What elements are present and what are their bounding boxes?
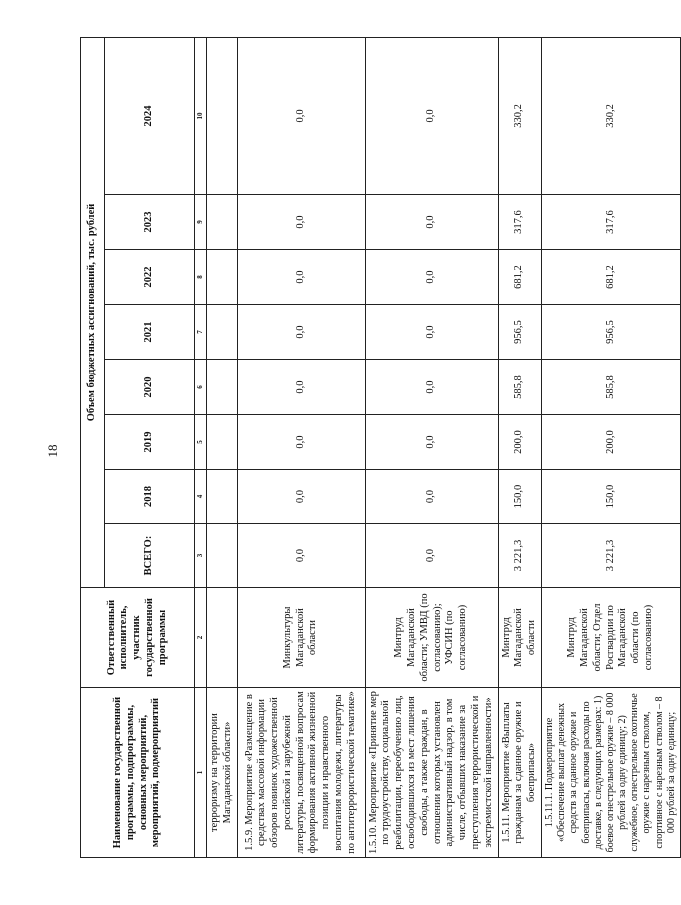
row-value: 0,0	[237, 37, 365, 194]
row-value	[207, 37, 238, 194]
row-total: 3 221,3	[498, 524, 541, 588]
row-value: 0,0	[365, 305, 498, 360]
row-value: 0,0	[237, 195, 365, 250]
row-total	[207, 524, 238, 588]
column-number: 5	[195, 415, 207, 470]
header-executor: Ответственный исполнитель, участник государственной программы	[81, 588, 195, 688]
row-value: 330,2	[498, 37, 541, 194]
table-row	[498, 37, 541, 857]
row-name: 1.5.11. Мероприятие «Выплаты гражданам за сданное оружие и боеприпасы»	[498, 688, 541, 858]
row-value: 0,0	[365, 470, 498, 524]
row-name: 1.5.10. Мероприятие «Принятие мер по трудоустройству, социальной реабилитации, переобучению лиц, освободившихся из мест лишения свободы, а также граждан, в отношении которых установлен административный надзор, в том числе, отбывших наказание за преступления террористической и экстремистской направленности»	[365, 688, 498, 858]
row-executor: Минтруд Магаданской области; УМВД (по согласованию); УФСИН (по согласованию)	[365, 588, 498, 688]
row-total: 3 221,3	[541, 524, 680, 588]
header-year: 2022	[105, 250, 195, 305]
header-year: 2019	[105, 415, 195, 470]
header-year: 2023	[105, 195, 195, 250]
row-total: 0,0	[237, 524, 365, 588]
header-year: 2018	[105, 470, 195, 524]
column-number: 7	[195, 305, 207, 360]
row-value	[207, 250, 238, 305]
row-value	[207, 470, 238, 524]
row-executor: Минтруд Магаданской области; Отдел Росгвардии по Магаданской области (по согласованию)	[541, 588, 680, 688]
column-number: 6	[195, 360, 207, 415]
row-value	[207, 305, 238, 360]
row-name: 1.5.11.1. Подмероприятие «Обеспечение выплат денежных средств за сданное оружие и боеприпасы, включая расходы по доставке, в следующих размерах: 1) боевое огнестрельное оружие – 8 000 рублей за одну единицу; 2) служебное, огнестрельное охотничье оружие с нарезным стволом, спортивное с нарезным стволом – 8 000 рублей за одну единицу;	[541, 688, 680, 858]
row-value: 200,0	[541, 415, 680, 470]
header-year: 2024	[105, 37, 195, 194]
row-executor: Минтруд Магаданской области	[498, 588, 541, 688]
table-row	[365, 37, 498, 857]
table-row	[237, 37, 365, 857]
row-value: 585,8	[498, 360, 541, 415]
header-budget-group: Объем бюджетных ассигнований, тыс. рублей	[81, 37, 105, 587]
row-name: 1.5.9. Мероприятие «Размещение в средствах массовой информации обзоров новинок художественной российской и зарубежной литературы, посвященной вопросам формирования активной жизненной позиции и нравственного воспитания молодежи, литературы по антитеррористической тематике»	[237, 688, 365, 858]
table-row	[541, 37, 680, 857]
row-value: 956,5	[541, 305, 680, 360]
row-value: 585,8	[541, 360, 680, 415]
row-value	[207, 415, 238, 470]
row-value: 681,2	[541, 250, 680, 305]
header-name: Наименование государственной программы, подпрограммы, основных мероприятий, мероприятий, подмероприятий	[81, 688, 195, 858]
row-value: 0,0	[365, 195, 498, 250]
row-value: 150,0	[498, 470, 541, 524]
column-number: 8	[195, 250, 207, 305]
row-value	[207, 360, 238, 415]
row-value: 956,5	[498, 305, 541, 360]
table-row	[207, 37, 238, 857]
budget-table	[80, 37, 681, 858]
row-value: 681,2	[498, 250, 541, 305]
column-number: 2	[195, 588, 207, 688]
header-year: 2021	[105, 305, 195, 360]
row-executor: Минкультуры Магаданской области	[237, 588, 365, 688]
row-value: 0,0	[237, 250, 365, 305]
row-value	[207, 195, 238, 250]
column-number: 1	[195, 688, 207, 858]
column-number: 9	[195, 195, 207, 250]
row-value: 0,0	[237, 305, 365, 360]
page-number: 18	[45, 444, 60, 458]
row-value: 0,0	[365, 250, 498, 305]
row-value: 0,0	[237, 360, 365, 415]
row-executor	[207, 588, 238, 688]
header-year: 2020	[105, 360, 195, 415]
row-value: 200,0	[498, 415, 541, 470]
row-name: терроризму на территории Магаданской области»	[207, 688, 238, 858]
rotated-table-container	[80, 38, 677, 858]
row-value: 0,0	[237, 470, 365, 524]
header-total: ВСЕГО:	[105, 524, 195, 588]
row-value: 150,0	[541, 470, 680, 524]
row-value: 317,6	[498, 195, 541, 250]
row-value: 317,6	[541, 195, 680, 250]
column-number: 3	[195, 524, 207, 588]
row-value: 0,0	[237, 415, 365, 470]
column-number: 10	[195, 37, 207, 194]
row-value: 330,2	[541, 37, 680, 194]
row-value: 0,0	[365, 360, 498, 415]
row-value: 0,0	[365, 37, 498, 194]
row-value: 0,0	[365, 415, 498, 470]
row-total: 0,0	[365, 524, 498, 588]
column-number: 4	[195, 470, 207, 524]
